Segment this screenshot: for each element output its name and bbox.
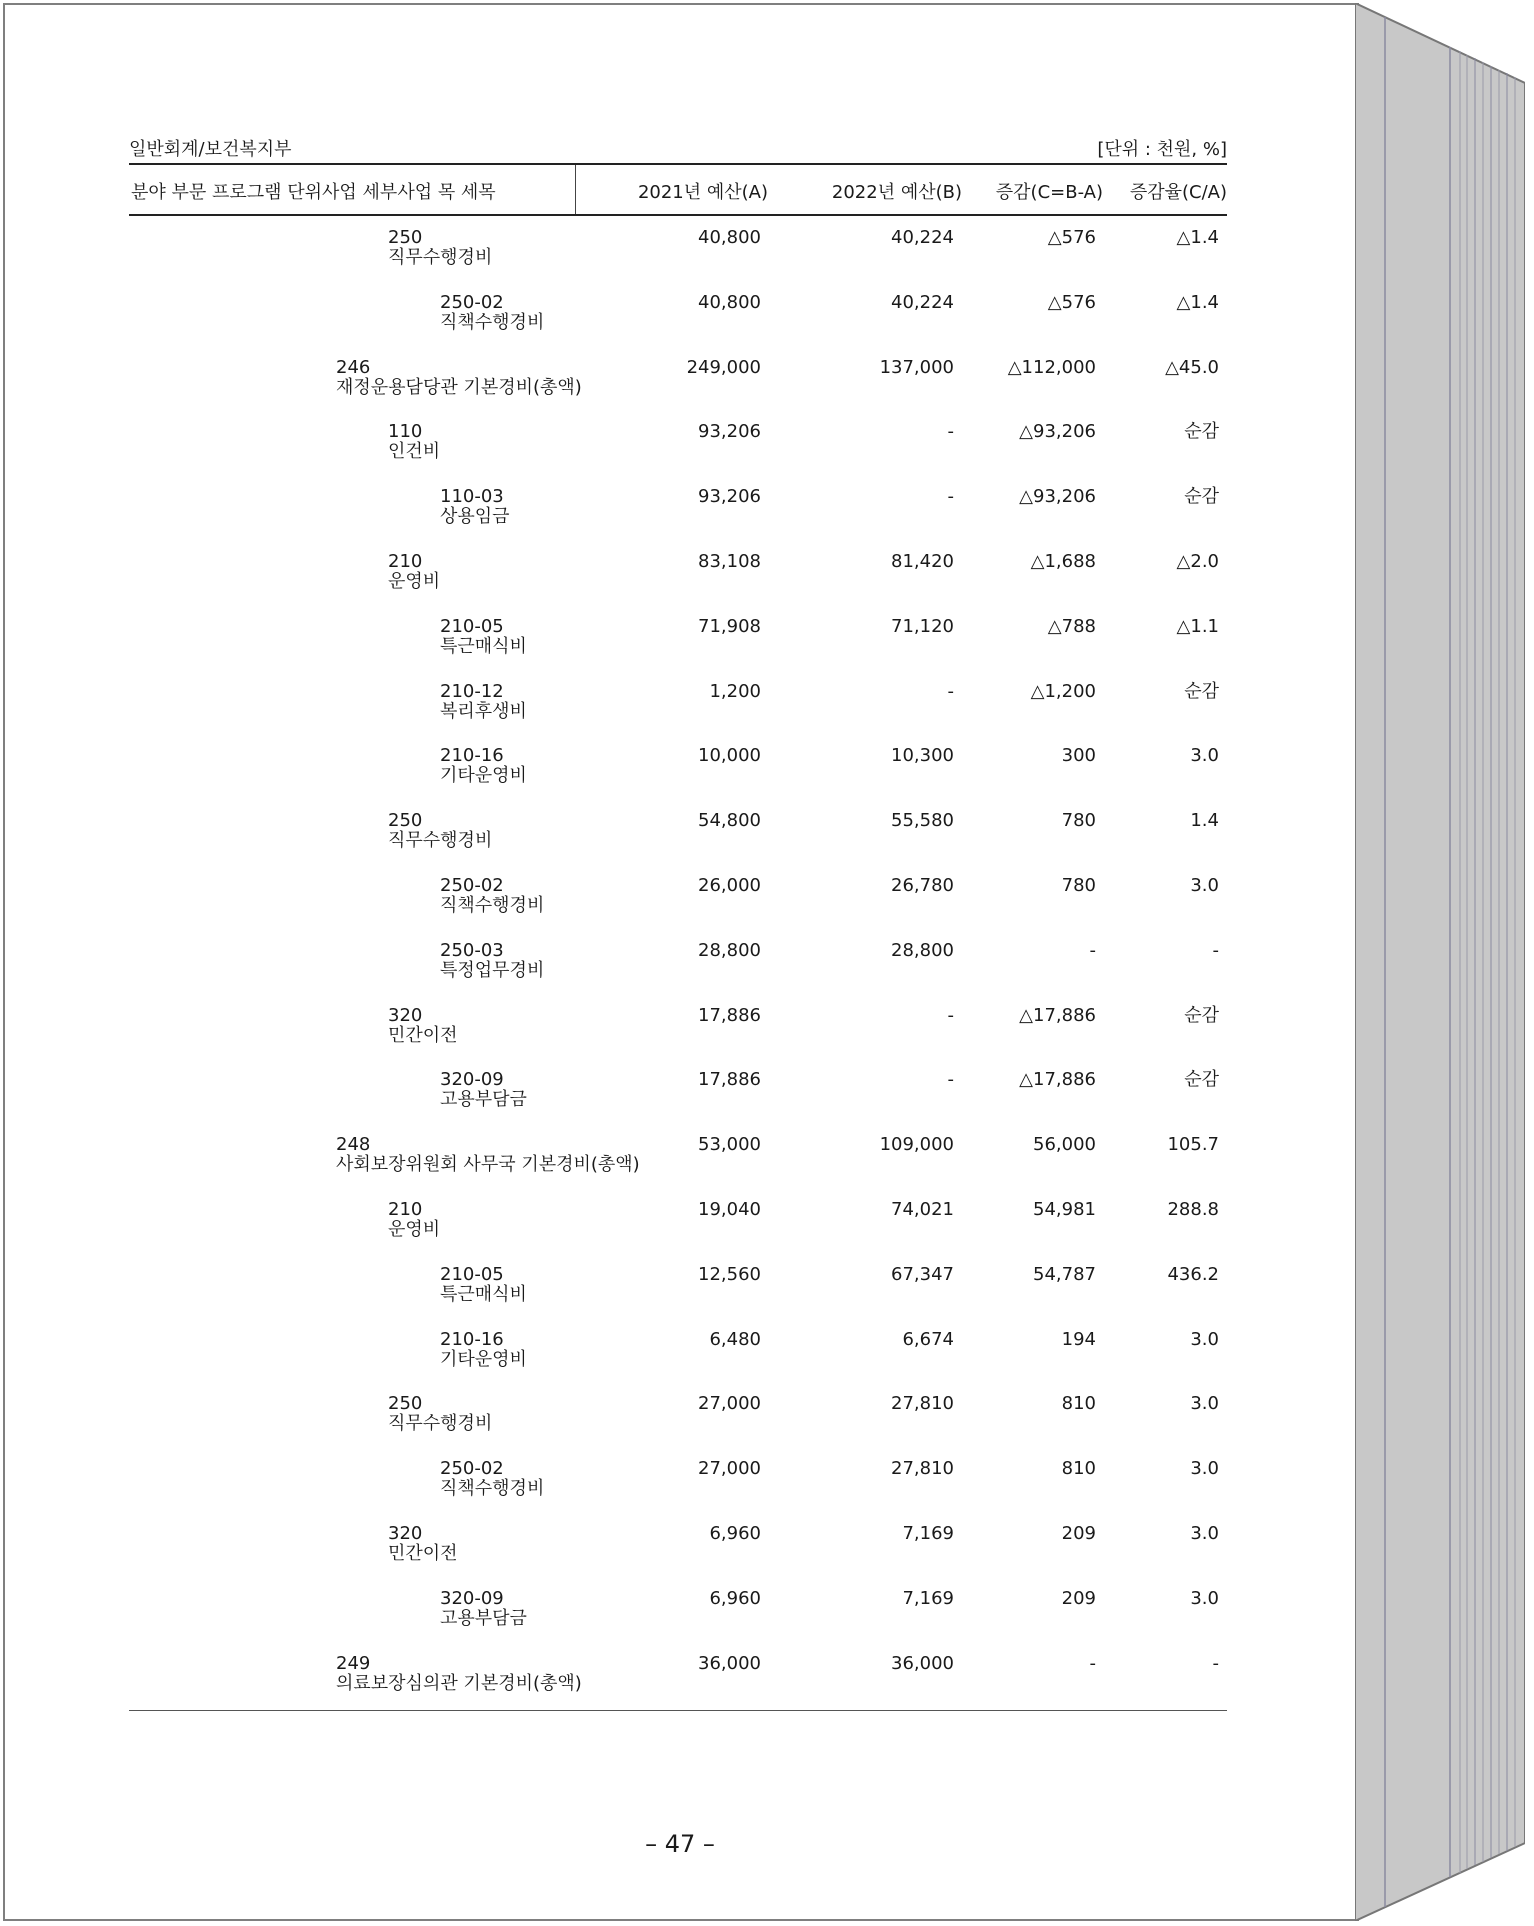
table-row <box>0 876 1534 936</box>
row-name: 사회보장위원회 사무국 기본경비(총액) <box>336 1154 640 1176</box>
row-code: 250 <box>388 810 423 832</box>
row-change-rate: △2.0 <box>1176 551 1219 572</box>
row-name: 민간이전 <box>388 1543 458 1564</box>
row-change: - <box>1089 1652 1096 1674</box>
table-row <box>0 1006 1534 1066</box>
row-budget-2022: 109,000 <box>879 1134 954 1156</box>
row-change-rate: 105.7 <box>1167 1134 1219 1156</box>
row-budget-2021: 53,000 <box>698 1134 761 1156</box>
row-code: 250 <box>388 1393 423 1415</box>
row-budget-2022: 27,810 <box>891 1458 954 1480</box>
row-change-rate: 순감 <box>1184 1004 1219 1026</box>
row-change: 209 <box>1061 1587 1096 1609</box>
row-change: △576 <box>1047 291 1096 313</box>
table-row <box>0 1524 1534 1584</box>
row-change-rate: 순감 <box>1184 421 1219 443</box>
row-budget-2021: 27,000 <box>698 1458 761 1480</box>
row-code: 110 <box>388 421 423 443</box>
row-budget-2021: 93,206 <box>698 421 761 443</box>
row-code: 210-05 <box>440 615 504 637</box>
row-budget-2022: 28,800 <box>891 939 954 961</box>
row-change: - <box>1089 939 1096 961</box>
row-budget-2021: 27,000 <box>698 1393 761 1415</box>
row-change: 300 <box>1061 745 1096 767</box>
table-bottom-rule <box>129 1710 1227 1711</box>
row-change-rate: 3.0 <box>1190 1328 1219 1350</box>
row-change-rate: △1.1 <box>1176 615 1219 637</box>
row-code: 249 <box>336 1652 371 1674</box>
row-name: 특근매식비 <box>440 1283 527 1305</box>
row-change-rate: 3.0 <box>1190 1393 1219 1415</box>
row-name: 민간이전 <box>388 1024 458 1046</box>
row-change-rate: 288.8 <box>1167 1199 1219 1220</box>
table-top-rule <box>129 163 1227 165</box>
table-row <box>0 617 1534 677</box>
row-budget-2022: 55,580 <box>891 810 954 832</box>
row-change: △112,000 <box>1007 356 1096 378</box>
row-name: 상용임금 <box>440 506 510 528</box>
row-budget-2022: 74,021 <box>891 1199 954 1220</box>
row-change: △17,886 <box>1019 1004 1096 1026</box>
row-change-rate: 순감 <box>1184 1069 1219 1091</box>
row-code: 320 <box>388 1004 423 1026</box>
row-name: 직무수행경비 <box>388 247 493 268</box>
row-name: 기타운영비 <box>440 765 527 787</box>
row-change-rate: 순감 <box>1184 486 1219 508</box>
row-change-rate: 3.0 <box>1190 875 1219 896</box>
row-change-rate: △45.0 <box>1165 356 1219 378</box>
row-budget-2022: 40,224 <box>891 227 954 248</box>
row-change-rate: 3.0 <box>1190 1523 1219 1544</box>
row-change: △93,206 <box>1019 486 1096 508</box>
row-name: 고용부담금 <box>440 1607 527 1629</box>
column-header-budget-2021: 2021년 예산(A) <box>637 182 768 203</box>
table-row <box>0 1459 1534 1519</box>
row-change-rate: △1.4 <box>1176 291 1219 313</box>
table-row <box>0 746 1534 806</box>
row-code: 250-02 <box>440 291 504 313</box>
row-change-rate: 1.4 <box>1190 810 1219 832</box>
row-code: 320-09 <box>440 1069 504 1091</box>
row-code: 210 <box>388 551 423 572</box>
row-name: 운영비 <box>388 1219 441 1240</box>
table-row <box>0 1135 1534 1195</box>
row-name: 직책수행경비 <box>440 895 545 916</box>
row-code: 250 <box>388 227 423 248</box>
row-code: 110-03 <box>440 486 504 508</box>
row-budget-2021: 10,000 <box>698 745 761 767</box>
row-code: 248 <box>336 1134 371 1156</box>
row-budget-2021: 6,480 <box>709 1328 761 1350</box>
row-budget-2022: 40,224 <box>891 291 954 313</box>
unit-label: [단위 : 천원, %] <box>1097 139 1227 160</box>
row-budget-2021: 12,560 <box>698 1263 761 1285</box>
row-budget-2022: 81,420 <box>891 551 954 572</box>
table-row <box>0 487 1534 547</box>
row-budget-2021: 249,000 <box>686 356 761 378</box>
row-name: 의료보장심의관 기본경비(총액) <box>336 1672 582 1694</box>
row-budget-2022: - <box>947 421 954 443</box>
row-budget-2021: 6,960 <box>709 1523 761 1544</box>
row-code: 250-02 <box>440 1458 504 1480</box>
row-budget-2021: 17,886 <box>698 1004 761 1026</box>
row-budget-2021: 1,200 <box>709 680 761 702</box>
row-change: 810 <box>1061 1393 1096 1415</box>
row-name: 직책수행경비 <box>440 311 545 333</box>
row-change-rate: △1.4 <box>1176 227 1219 248</box>
table-row <box>0 811 1534 871</box>
row-budget-2021: 71,908 <box>698 615 761 637</box>
row-name: 기타운영비 <box>440 1348 527 1370</box>
row-code: 210-16 <box>440 745 504 767</box>
table-row <box>0 1589 1534 1649</box>
row-code: 210-16 <box>440 1328 504 1350</box>
row-change: 780 <box>1061 810 1096 832</box>
row-code: 250-03 <box>440 939 504 961</box>
row-budget-2022: 67,347 <box>891 1263 954 1285</box>
row-budget-2021: 19,040 <box>698 1199 761 1220</box>
row-name: 직책수행경비 <box>440 1478 545 1500</box>
row-change-rate: 3.0 <box>1190 1587 1219 1609</box>
row-name: 직무수행경비 <box>388 1413 493 1435</box>
table-row <box>0 682 1534 742</box>
row-change: △576 <box>1047 227 1096 248</box>
row-change: 194 <box>1061 1328 1096 1350</box>
table-header-rule <box>129 214 1227 216</box>
row-budget-2022: 10,300 <box>891 745 954 767</box>
row-name: 인건비 <box>388 441 441 463</box>
column-header-budget-2022: 2022년 예산(B) <box>831 182 962 203</box>
row-name: 운영비 <box>388 571 441 592</box>
row-name: 직무수행경비 <box>388 830 493 852</box>
row-change-rate: 436.2 <box>1167 1263 1219 1285</box>
row-budget-2021: 40,800 <box>698 291 761 313</box>
row-change-rate: - <box>1212 1652 1219 1674</box>
row-budget-2021: 17,886 <box>698 1069 761 1091</box>
row-budget-2021: 28,800 <box>698 939 761 961</box>
table-row <box>0 1654 1534 1714</box>
row-budget-2021: 93,206 <box>698 486 761 508</box>
row-code: 210 <box>388 1199 423 1220</box>
row-budget-2021: 6,960 <box>709 1587 761 1609</box>
row-code: 210-05 <box>440 1263 504 1285</box>
row-code: 250-02 <box>440 875 504 896</box>
row-change-rate: 3.0 <box>1190 745 1219 767</box>
row-name: 특정업무경비 <box>440 959 545 981</box>
row-change-rate: 3.0 <box>1190 1458 1219 1480</box>
row-budget-2022: 36,000 <box>891 1652 954 1674</box>
row-change: △1,200 <box>1030 680 1096 702</box>
row-budget-2022: 27,810 <box>891 1393 954 1415</box>
row-change: △17,886 <box>1019 1069 1096 1091</box>
row-budget-2022: - <box>947 1004 954 1026</box>
row-budget-2022: - <box>947 680 954 702</box>
row-code: 320 <box>388 1523 423 1544</box>
table-row <box>0 228 1534 288</box>
row-change-rate: 순감 <box>1184 680 1219 702</box>
table-row <box>0 552 1534 612</box>
row-budget-2021: 40,800 <box>698 227 761 248</box>
table-row <box>0 1330 1534 1390</box>
row-change: 56,000 <box>1033 1134 1096 1156</box>
row-budget-2021: 54,800 <box>698 810 761 832</box>
row-change-rate: - <box>1212 939 1219 961</box>
row-change: 780 <box>1061 875 1096 896</box>
row-budget-2022: 6,674 <box>902 1328 954 1350</box>
column-header-hierarchy: 분야 부문 프로그램 단위사업 세부사업 목 세목 <box>131 182 496 203</box>
column-header-change: 증감(C=B-A) <box>995 182 1103 203</box>
table-row <box>0 358 1534 418</box>
row-budget-2022: 7,169 <box>902 1523 954 1544</box>
row-change: △788 <box>1047 615 1096 637</box>
table-row <box>0 941 1534 1001</box>
row-budget-2022: 7,169 <box>902 1587 954 1609</box>
table-row <box>0 1070 1534 1130</box>
table-row <box>0 1200 1534 1260</box>
row-budget-2022: - <box>947 486 954 508</box>
row-change: 209 <box>1061 1523 1096 1544</box>
row-budget-2022: - <box>947 1069 954 1091</box>
department-label: 일반회계/보건복지부 <box>129 139 292 160</box>
row-budget-2021: 36,000 <box>698 1652 761 1674</box>
row-change: 54,981 <box>1033 1199 1096 1220</box>
row-budget-2021: 83,108 <box>698 551 761 572</box>
table-row <box>0 1265 1534 1325</box>
column-header-change-rate: 증감율(C/A) <box>1129 182 1227 203</box>
row-budget-2022: 137,000 <box>879 356 954 378</box>
row-change: 54,787 <box>1033 1263 1096 1285</box>
row-name: 재정운용담당관 기본경비(총액) <box>336 376 582 398</box>
table-row <box>0 1394 1534 1454</box>
row-change: △1,688 <box>1030 551 1096 572</box>
row-budget-2022: 26,780 <box>891 875 954 896</box>
row-name: 복리후생비 <box>440 700 527 722</box>
row-change: 810 <box>1061 1458 1096 1480</box>
table-row <box>0 422 1534 482</box>
page-number: – 47 – <box>645 1830 715 1858</box>
row-code: 246 <box>336 356 371 378</box>
table-row <box>0 293 1534 353</box>
row-name: 고용부담금 <box>440 1089 527 1111</box>
row-code: 210-12 <box>440 680 504 702</box>
row-budget-2022: 71,120 <box>891 615 954 637</box>
row-name: 특근매식비 <box>440 635 527 657</box>
row-budget-2021: 26,000 <box>698 875 761 896</box>
row-code: 320-09 <box>440 1587 504 1609</box>
row-change: △93,206 <box>1019 421 1096 443</box>
